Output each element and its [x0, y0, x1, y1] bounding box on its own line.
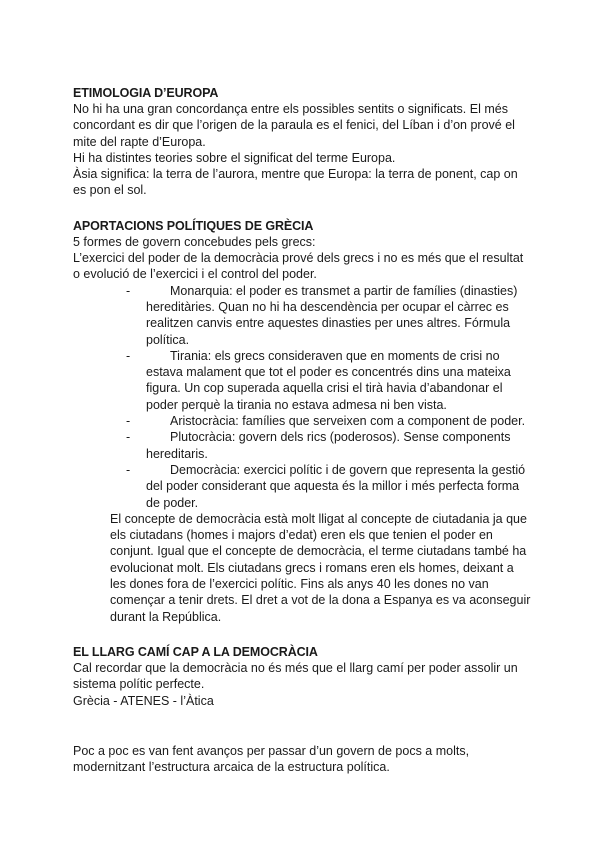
final-paragraph: Poc a poc es van fent avanços per passar d’un govern de pocs a molts, modernitzant l’estructura arcaica de la estructura política. — [73, 743, 470, 775]
paragraph: Grècia - ATENES - l’Àtica — [73, 693, 214, 708]
document-page — [73, 85, 533, 775]
section-heading-llarg-cami: EL LLARG CAMÍ CAP A LA DEMOCRÀCIA — [73, 644, 318, 659]
paragraph: 5 formes de govern concebudes pels grecs: — [73, 234, 316, 249]
list-item — [73, 283, 533, 348]
list-item — [73, 462, 533, 511]
closing-paragraph: El concepte de democràcia està molt lligat al concepte de ciutadania ja que els ciutadans (homes i majors d’edat) eren els que tenien el poder en conjunt. Igual que el concepte de democràcia, el terme ciutadans també ha evolucionat molt. Els ciutadans grecs i romans eren els homes, deixant a les dones fora de l’exercici polític. Fins als anys 40 les dones no van començar a tenir drets. El dret a vot de la dona a Espanya es va aconseguir durant la República. — [110, 511, 531, 624]
list-dash: - — [126, 348, 131, 363]
paragraph: L’exercici del poder de la democràcia prové dels grecs i no es més que el resultat o evolució de l’exercici i el control del poder. — [73, 251, 524, 282]
list-dash: - — [126, 283, 131, 298]
list-item-text: Aristocràcia: famílies que serveixen com a component de poder. — [170, 414, 526, 429]
paragraph: No hi ha una gran concordança entre els possibles sentits o significats. El més concordant es dir que l’origen de la paraula es el fenici, del Líban i d’on prové el mite del rapte d’Europa. — [73, 102, 515, 149]
list-item-text: Monarquia: el poder es transmet a partir de famílies (dinasties) hereditàries. Quan no hi ha descendència per ocupar el càrrec es realitzen canvis entre aquestes dinasties per unes altres. Fórmula política. — [146, 283, 518, 347]
list-dash: - — [126, 462, 131, 477]
list-item — [73, 413, 533, 429]
list-item-text: Plutocràcia: govern dels rics (poderosos). Sense components hereditaris. — [146, 430, 511, 461]
list-dash: - — [126, 414, 131, 429]
section-heading-aportacions: APORTACIONS POLÍTIQUES DE GRÈCIA — [73, 218, 314, 233]
list-item-text: Democràcia: exercici polític i de govern que representa la gestió del poder considerant que aquesta és la millor i més perfecta forma de poder. — [146, 462, 526, 510]
paragraph: Hi ha distintes teories sobre el significat del terme Europa. — [73, 150, 396, 165]
list-item — [73, 348, 533, 413]
paragraph: Àsia significa: la terra de l’aurora, mentre que Europa: la terra de ponent, cap on es pon el sol. — [73, 167, 518, 198]
forms-of-government-list — [73, 283, 533, 511]
paragraph: Cal recordar que la democràcia no és més que el llarg camí per poder assolir un sistema polític perfecte. — [73, 660, 518, 692]
spacer — [73, 199, 533, 218]
section-heading-etimologia: ETIMOLOGIA D’EUROPA — [73, 86, 219, 100]
list-dash: - — [126, 430, 131, 445]
list-item — [73, 429, 533, 462]
list-item-text: Tirania: els grecs consideraven que en moments de crisi no estava malament que tot el poder es concentrés dins una mateixa figura. Un cop superada aquella crisi el tirà havia d’abandonar el poder perquè la tirania no estava admesa ni ben vista. — [146, 348, 511, 412]
spacer — [73, 625, 533, 644]
spacer — [73, 709, 533, 743]
